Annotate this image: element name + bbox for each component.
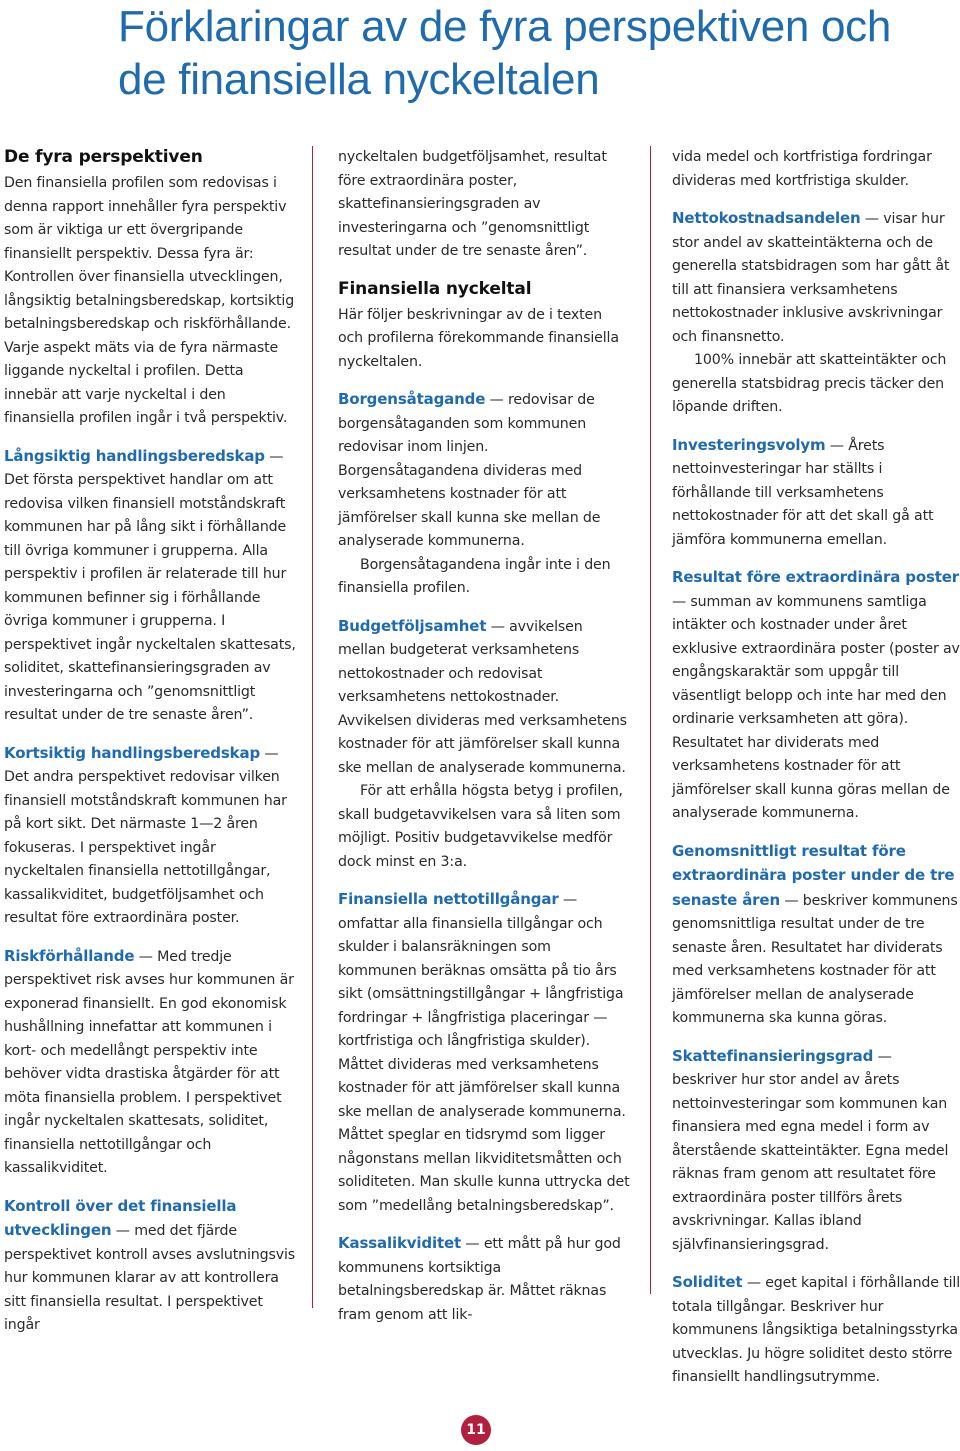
paragraph-liquidity-continuation: vida medel och kortfristiga fordringar divideras med kortfristiga skulder. [672, 149, 932, 189]
term-net-cost-share: Nettokostnadsandelen [672, 209, 861, 227]
term-liquidity: Kassalikviditet [338, 1234, 462, 1252]
column-divider-2 [650, 146, 651, 1294]
term-guarantees: Borgensåtagande [338, 390, 486, 408]
paragraph-net-cost-share: Nettokostnadsandelen — visar hur stor andel av skatteintäkterna och de generella statsbidragen som har gått åt till att finansiera verksamhetens nettokostnader inklusive avskrivningar och finansnetto. [672, 209, 950, 345]
paragraph-solidity: Soliditet — eget kapital i förhållande till totala tillgångar. Beskriver hur kommunens långsiktiga betalningsstyrka utvecklas. Ju högre soliditet desto större finansiellt handlingsutrymme. [672, 1273, 960, 1385]
paragraph-average-result: Genomsnittligt resultat före extraordinära poster under de tre senaste åren — beskriver kommunens genomsnittliga resultat under de tre senaste åren. Resultatet har dividerats med verksamhetens kostnader för att jämförelser mellan de analyserade kommunerna ska kunna göras. [672, 841, 958, 1026]
term-self-financing: Skattefinansieringsgrad [672, 1046, 874, 1065]
paragraph-guarantees: Borgensåtagande — redovisar de borgensåtaganden som kommunen redovisar inom linjen. Borgensåtagandena divideras med verksamhetens kostnader för att jämförelser skall kunna ske mellan de analyserade kommunerna. [338, 390, 601, 549]
paragraph-investment-volume: Investeringsvolym — Årets nettoinvesteringar har ställts i förhållande till verksamhetens nettokostnader för att det skall gå att jämföra kommunerna emellan. [672, 435, 934, 548]
section-heading-four-perspectives: De fyra perspektiven [4, 147, 203, 167]
title-line-1: Förklaringar av de fyra perspektiven och [118, 2, 892, 51]
paragraph-control: Kontroll över det finansiella utvecklingen — med det fjärde perspektivet kontroll avses avslutningsvis hur kommunen klarar av att kontrollera sitt finansiella resultat. I perspektivet ingår [4, 1196, 295, 1333]
paragraph-net-assets: Finansiella nettotillgångar — omfattar alla finansiella tillgångar och skulder i balansräkningen som kommunen beräknas omsätta på tio års sikt (omsättningstillgångar + långfristiga fordringar + långfristiga placeringar — kortfristiga och långfristiga skulder). Måttet divideras med verksamhetens kostnader för att jämförelser skall kunna ske mellan de analyserade kommunerna. Måttet speglar en tidsrymd som ligger någonstans mellan likviditetsmåtten och soliditeten. Man skulle kunna uttrycka det som ”medellång betalningsberedskap”. [338, 890, 630, 1214]
term-short-term-readiness: Kortsiktig handlingsberedskap [4, 743, 261, 762]
paragraph-net-cost-note: 100% innebär att skatteintäkter och generella statsbidrag precis täcker den löpande driften. [672, 352, 947, 415]
term-long-term-readiness: Långsiktig handlingsberedskap [4, 446, 265, 465]
page-title [118, 0, 938, 106]
term-risk: Riskförhållande [4, 946, 135, 965]
paragraph-continuation: nyckeltalen budgetföljsamhet, resultat före extraordinära poster, skattefinansieringsgraden av investeringarna och ”genomsnittligt resultat under de tre senaste åren”. [338, 149, 607, 259]
term-net-assets: Finansiella nettotillgångar [338, 890, 559, 908]
column-3 [672, 146, 960, 1390]
paragraph-risk: Riskförhållande — Med tredje perspektivet risk avses hur kommunen är exponerad finansiellt. En god ekonomisk hushållning innefattar att kommunen i kort- och medellångt perspektiv inte behöver vidta drastiska åtgärder för att möta finansiella problem. I perspektivet ingår nyckeltalen skattesats, soliditet, finansiella nettotillgångar och kassalikviditet. [4, 946, 294, 1176]
term-budget: Budgetföljsamhet [338, 616, 487, 635]
term-solidity: Soliditet [672, 1273, 743, 1291]
term-result: Resultat före extraordinära poster [672, 568, 960, 586]
paragraph-ratios-intro: Här följer beskrivningar av de i texten och profilerna förekommande finansiella nyckeltalen. [338, 306, 619, 370]
term-control: Kontroll över det finansiella utvecklingen [4, 1196, 237, 1239]
paragraph-self-financing: Skattefinansieringsgrad — beskriver hur stor andel av årets nettoinvesteringar som kommunen kan finansiera med egna medel i form av återstående skatteintäkter. Egna medel räknas fram genom att resultatet före extraordinära poster tillförs årets avskrivningar. Kallas ibland självfinansieringsgrad. [672, 1046, 949, 1253]
paragraph-liquidity: Kassalikviditet — ett mått på hur god kommunens kortsiktiga betalningsberedskap är. Måttet räknas fram genom att lik- [338, 1234, 621, 1323]
term-investment-volume: Investeringsvolym [672, 435, 826, 454]
paragraph-budget-note: För att erhålla högsta betyg i profilen, skall budgetavvikelsen vara så liten som möjligt. Positiv budgetavvikelse medför dock minst en 3:a. [338, 783, 623, 870]
paragraph-result: Resultat före extraordinära poster — summan av kommunens samtliga intäkter och kostnader under året exklusive extraordinära poster (poster av engångskaraktär som uppgår till väsentligt belopp och inte har med den ordinarie verksamheten att göra). Resultatet har dividerats med verksamhetens kostnader för att jämförelser skall kunna göras mellan de analyserade kommunerna. [672, 568, 960, 821]
paragraph-long-term-readiness: Långsiktig handlingsberedskap — Det första perspektivet handlar om att redovisa vilken finansiell motståndskraft kommunen har på lång sikt i förhållande till övriga kommuner i grupperna. Alla perspektiv i profilen är relaterade till hur kommunen befinner sig i förhållande övriga kommuner i grupperna. I perspektivet ingår nyckeltalen skattesats, soliditet, skattefinansieringsgraden av investeringarna och ”genomsnittligt resultat under de tre senaste åren”. [4, 446, 296, 723]
title-line-2: de finansiella nyckeltalen [118, 55, 600, 104]
section-heading-financial-ratios: Finansiella nyckeltal [338, 278, 532, 299]
column-divider-1 [312, 146, 313, 1308]
paragraph-budget: Budgetföljsamhet — avvikelsen mellan budgeterat verksamhetens nettokostnader och redovisat verksamhetens nettokostnader. Avvikelsen divideras med verksamhetens kostnader för att jämförelser skall kunna ske mellan de analyserade kommunerna. [338, 616, 627, 776]
column-1 [4, 146, 297, 1338]
paragraph-short-term-readiness: Kortsiktig handlingsberedskap — Det andra perspektivet redovisar vilken finansiell motståndskraft kommunen har på kort sikt. Det närmaste 1—2 åren fokuseras. I perspektivet ingår nyckeltalen finansiella nettotillgångar, kassalikviditet, budgetföljsamhet och resultat före extraordinära poster. [4, 743, 287, 926]
intro-paragraph: Den finansiella profilen som redovisas i denna rapport innehåller fyra perspektiv som är viktiga ur ett övergripande finansiellt perspektiv. Dessa fyra är: Kontrollen över finansiella utvecklingen, långsiktig betalningsberedskap, kortsiktig betalningsberedskap och riskförhållande. Varje aspekt mäts via de fyra närmaste liggande nyckeltal i profilen. Detta innebär att varje nyckeltal i den finansiella profilen ingår i två perspektiv. [4, 175, 295, 426]
paragraph-guarantees-note: Borgensåtagandena ingår inte i den finansiella profilen. [338, 556, 611, 596]
term-average-result: Genomsnittligt resultat före extraordinära poster under de tre senaste åren [672, 841, 955, 909]
page-number-badge: 11 [461, 1415, 491, 1445]
column-2 [338, 146, 630, 1327]
